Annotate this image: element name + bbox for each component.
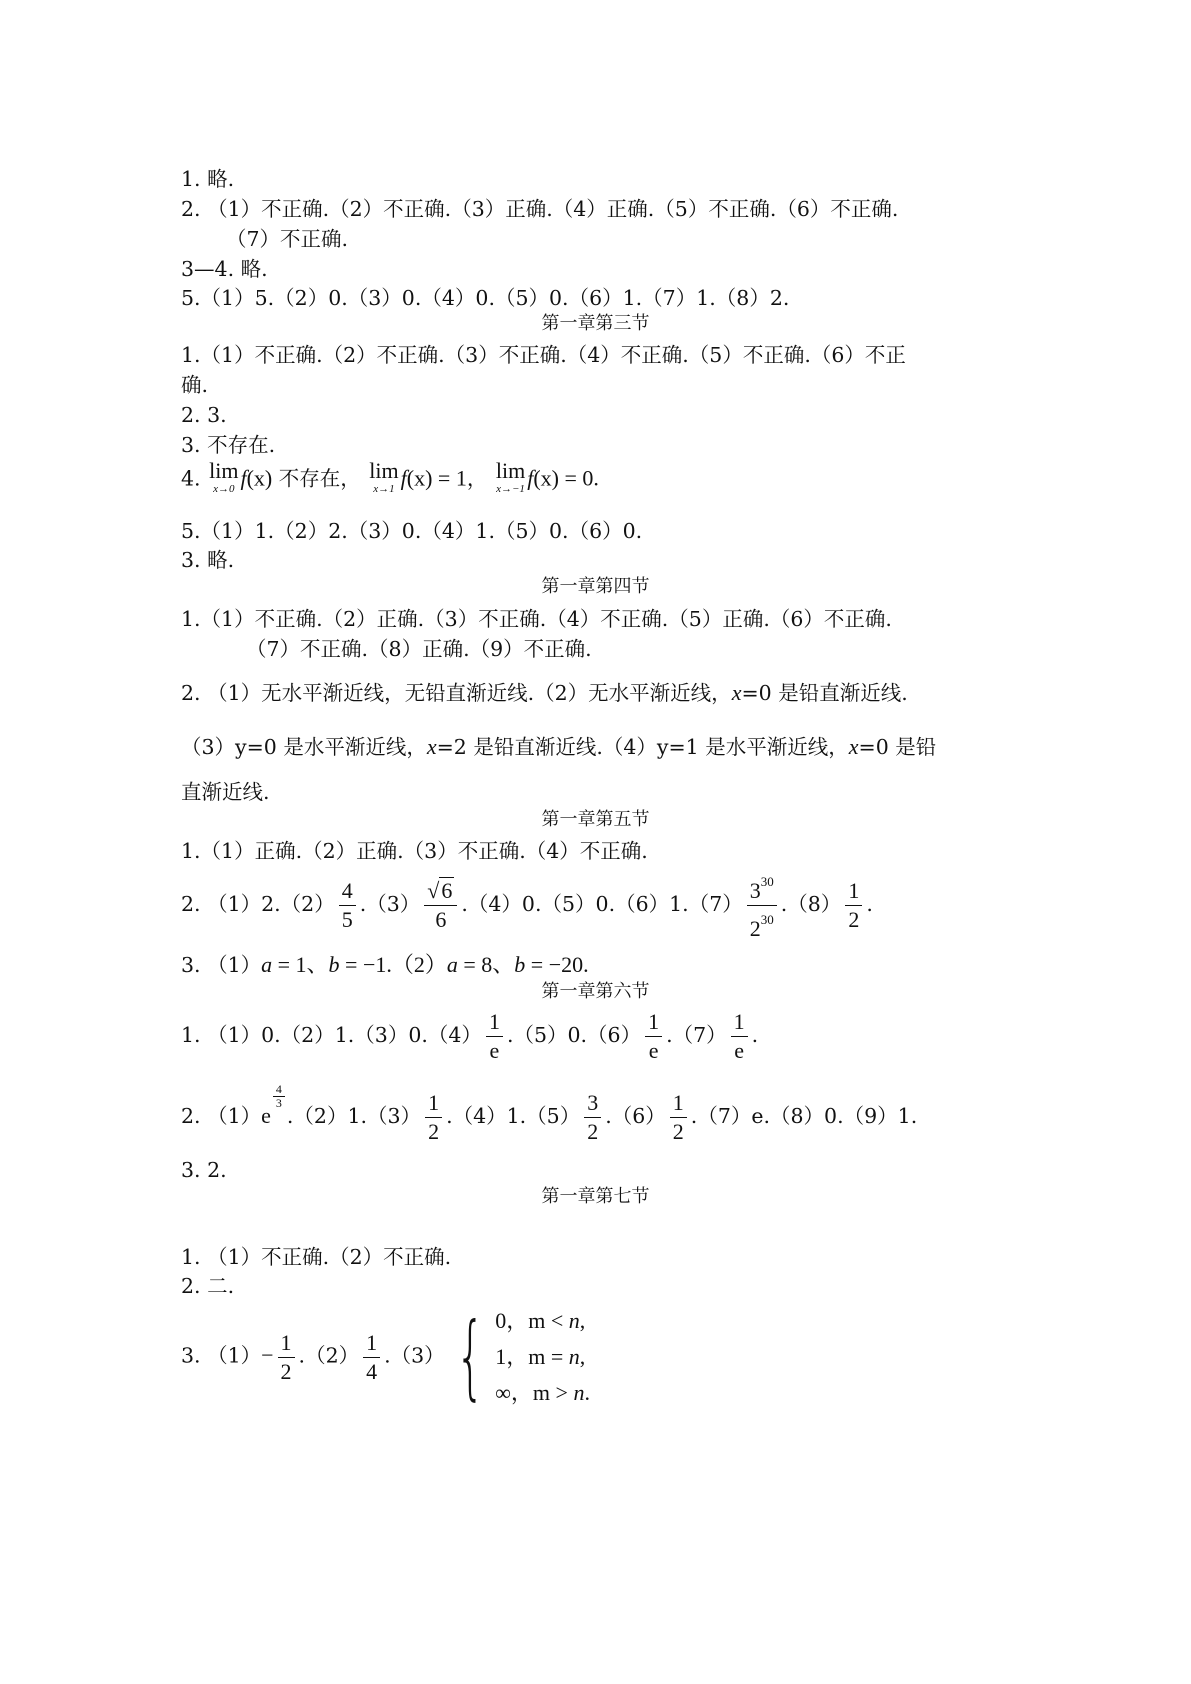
lim-sub: x→1 <box>373 483 395 495</box>
answer-line-2: 2. （1）不正确.（2）不正确.（3）正确.（4）正确.（5）不正确.（6）不正确. <box>181 197 899 221</box>
numerator: 1 <box>670 1089 687 1118</box>
case-value: 1， <box>495 1344 529 1369</box>
s6-answer-1 <box>181 1008 758 1065</box>
s3-answer-4-label: 4. <box>181 466 201 491</box>
s4-answer-2 <box>181 680 908 706</box>
fraction-1-2 <box>845 877 862 934</box>
fx-arg: (x) <box>406 465 433 491</box>
answer-line-3-4: 3—4. 略. <box>181 257 268 281</box>
numerator: 1 <box>363 1329 380 1358</box>
s6-answer-2 <box>181 1083 917 1146</box>
case-value: 0， <box>495 1308 529 1333</box>
case-cond: m > <box>532 1380 574 1405</box>
var-x: x <box>731 680 742 705</box>
numerator: 1 <box>645 1008 662 1037</box>
fraction-1-2 <box>425 1089 442 1146</box>
numerator: 4 <box>339 877 356 906</box>
comma: ， <box>466 466 488 491</box>
var-x: x <box>426 734 437 759</box>
exponent: 30 <box>760 912 774 927</box>
case-cond: m < <box>528 1308 569 1333</box>
fraction-3-2 <box>584 1089 601 1146</box>
s5-2-label: 2. （1）2.（2） <box>181 892 335 916</box>
lim-sub: x→−1 <box>496 483 525 495</box>
lim-sub: x→0 <box>213 483 235 495</box>
denominator: 2 <box>672 1119 684 1144</box>
fraction-1-e <box>486 1008 503 1065</box>
denominator: e <box>734 1038 745 1063</box>
answer-line-1: 1. 略. <box>181 167 235 191</box>
fraction-1-e <box>731 1008 748 1065</box>
section-heading-4: 第一章第四节 <box>541 576 650 597</box>
s3-answer-2: 2. 3. <box>181 403 227 427</box>
numerator: 1 <box>278 1329 295 1358</box>
limit-x-to-0 <box>209 458 239 498</box>
fraction-1-2 <box>670 1089 687 1146</box>
denominator: 3 <box>275 1096 282 1110</box>
base: 2 <box>749 916 761 941</box>
piecewise-cases <box>495 1303 590 1411</box>
limit-x-to-1 <box>369 458 399 498</box>
s5-answer-1: 1.（1）正确.（2）正确.（3）不正确.（4）不正确. <box>181 839 648 863</box>
case-row <box>495 1375 590 1411</box>
fx-arg: (x) <box>246 465 273 491</box>
section-heading-3: 第一章第三节 <box>541 313 650 334</box>
fx-arg: (x) <box>533 465 559 491</box>
limit-x-to-minus-1 <box>495 458 526 498</box>
denominator: 2 <box>280 1358 292 1384</box>
period: . <box>593 465 599 491</box>
fx-func: f <box>400 465 407 491</box>
numerator: 1 <box>486 1008 503 1037</box>
denominator: 6 <box>435 907 447 932</box>
eq-one: = 1 <box>432 465 467 491</box>
s4-answer-1: 1.（1）不正确.（2）正确.（3）不正确.（4）不正确.（5）正确.（6）不正确. <box>181 607 892 631</box>
s6-1-label: 1. （1）0.（2）1.（3）0.（4） <box>181 1023 482 1047</box>
s6-1-text: .（5）0.（6） <box>506 1023 642 1047</box>
section-heading-6: 第一章第六节 <box>541 981 650 1002</box>
fraction-1-4 <box>363 1329 380 1386</box>
case-cond: m = <box>528 1344 569 1369</box>
var-a: a <box>446 952 458 977</box>
s7-answer-1: 1. （1）不正确.（2）不正确. <box>181 1245 452 1269</box>
s3-answer-5: 5.（1）1.（2）2.（3）0.（4）1.（5）0.（6）0. <box>181 519 643 543</box>
s6-2-text: .（4）1.（5） <box>446 1104 581 1128</box>
lim-word: lim <box>369 458 399 483</box>
base: 3 <box>749 878 761 903</box>
s5-answer-3 <box>181 952 589 978</box>
fraction-1-e <box>645 1008 662 1065</box>
s7-3-text: .（2） <box>298 1343 360 1368</box>
numerator: 3 <box>584 1089 601 1118</box>
case-row <box>495 1303 590 1339</box>
period: . <box>751 1023 759 1047</box>
s5-2-text: .（4）0.（5）0.（6）1.（7） <box>461 892 743 916</box>
s4-answer-1-cont: （7）不正确.（8）正确.（9）不正确. <box>246 637 592 661</box>
eq: = 1、 <box>272 952 329 977</box>
minus-sign: − <box>261 1342 274 1368</box>
denominator: 2 <box>848 907 860 932</box>
numerator: 1 <box>731 1008 748 1037</box>
fraction-sqrt6-6 <box>424 877 457 934</box>
var-x: x <box>848 734 859 759</box>
eq: = −1.（2） <box>339 952 447 977</box>
s6-2-text: .（7）e.（8）0.（9）1. <box>690 1104 918 1128</box>
s3-answer-1: 1.（1）不正确.（2）不正确.（3）不正确.（4）不正确.（5）不正确.（6）不正 <box>181 343 906 367</box>
s3-answer-4 <box>181 458 599 498</box>
s5-answer-2 <box>181 868 873 943</box>
s4-answer-2-cont <box>181 734 936 760</box>
denominator <box>747 906 777 943</box>
var-n: n <box>568 1344 580 1369</box>
s4-2b-tail: =0 是铅 <box>858 735 937 759</box>
period: . <box>866 892 873 916</box>
s3-answer-6: 3. 略. <box>181 548 235 572</box>
var-a: a <box>261 952 273 977</box>
var-n: n <box>573 1380 585 1405</box>
fraction-1-2 <box>278 1329 295 1386</box>
var-b: b <box>328 952 340 977</box>
fraction-3pow30-2pow30 <box>747 868 777 943</box>
case-row <box>495 1339 590 1375</box>
s4-2b-text: （3）y=0 是水平渐近线， <box>181 735 427 759</box>
section-heading-5: 第一章第五节 <box>541 809 650 830</box>
radicand: 6 <box>441 878 453 903</box>
denominator: 4 <box>366 1358 378 1384</box>
eq-zero: = 0 <box>558 465 594 491</box>
numerator <box>747 868 777 906</box>
not-exist-text: 不存在， <box>278 466 361 491</box>
eq: = −20. <box>525 952 589 977</box>
lim-word: lim <box>495 458 526 483</box>
s3-answer-1-cont: 确. <box>181 373 209 397</box>
s5-2-text: .（3） <box>359 892 421 916</box>
s4-2b-mid: =2 是铅直渐近线.（4）y=1 是水平渐近线， <box>436 735 849 759</box>
fx-func: f <box>527 465 534 491</box>
fx-func: f <box>240 465 247 491</box>
s6-2-label: 2. （1） <box>181 1104 262 1128</box>
s7-3-text: .（3） <box>384 1343 445 1368</box>
case-end: . <box>584 1380 590 1405</box>
case-end: , <box>579 1308 586 1333</box>
eq: = 8、 <box>457 952 515 977</box>
denominator: 2 <box>587 1119 599 1144</box>
section-heading-7: 第一章第七节 <box>541 1186 650 1207</box>
denominator: e <box>648 1038 659 1063</box>
var-n: n <box>568 1308 580 1333</box>
answer-line-2-cont: （7）不正确. <box>226 227 349 251</box>
s7-answer-3 <box>181 1303 590 1411</box>
denominator: e <box>489 1038 500 1063</box>
s4-2a-text: 2. （1）无水平渐近线，无铅直渐近线.（2）无水平渐近线， <box>181 681 732 705</box>
sqrt-symbol: √ <box>427 878 440 903</box>
s5-3-label: 3. （1） <box>181 953 262 977</box>
numerator <box>424 877 457 906</box>
s7-answer-2: 2. 二. <box>181 1274 235 1298</box>
s4-answer-2-end: 直渐近线. <box>181 780 270 804</box>
numerator: 1 <box>425 1089 442 1118</box>
s6-1-text: .（7） <box>666 1023 727 1047</box>
e-base: e <box>261 1103 271 1128</box>
numerator: 1 <box>845 877 862 906</box>
denominator: 5 <box>341 907 353 932</box>
s7-3-label: 3. （1） <box>181 1343 262 1368</box>
s3-answer-3: 3. 不存在. <box>181 433 276 457</box>
var-b: b <box>514 952 526 977</box>
lim-word: lim <box>209 458 239 483</box>
s6-2-text: .（6） <box>605 1104 666 1128</box>
exponent: 30 <box>760 874 774 889</box>
denominator: 2 <box>428 1119 440 1144</box>
answer-line-5: 5.（1）5.（2）0.（3）0.（4）0.（5）0.（6）1.（7）1.（8）2. <box>181 286 790 310</box>
left-brace: { <box>455 1303 485 1410</box>
case-end: , <box>579 1344 586 1369</box>
exponent-4-3 <box>273 1083 285 1110</box>
s6-answer-3: 3. 2. <box>181 1158 227 1182</box>
fraction-4-5 <box>339 877 356 934</box>
s6-2-text: .（2）1.（3） <box>286 1104 422 1128</box>
s5-2-text: .（8） <box>780 892 842 916</box>
numerator: 4 <box>273 1083 285 1097</box>
case-value: ∞， <box>495 1380 533 1405</box>
s4-2a-tail: =0 是铅直渐近线. <box>741 681 908 705</box>
